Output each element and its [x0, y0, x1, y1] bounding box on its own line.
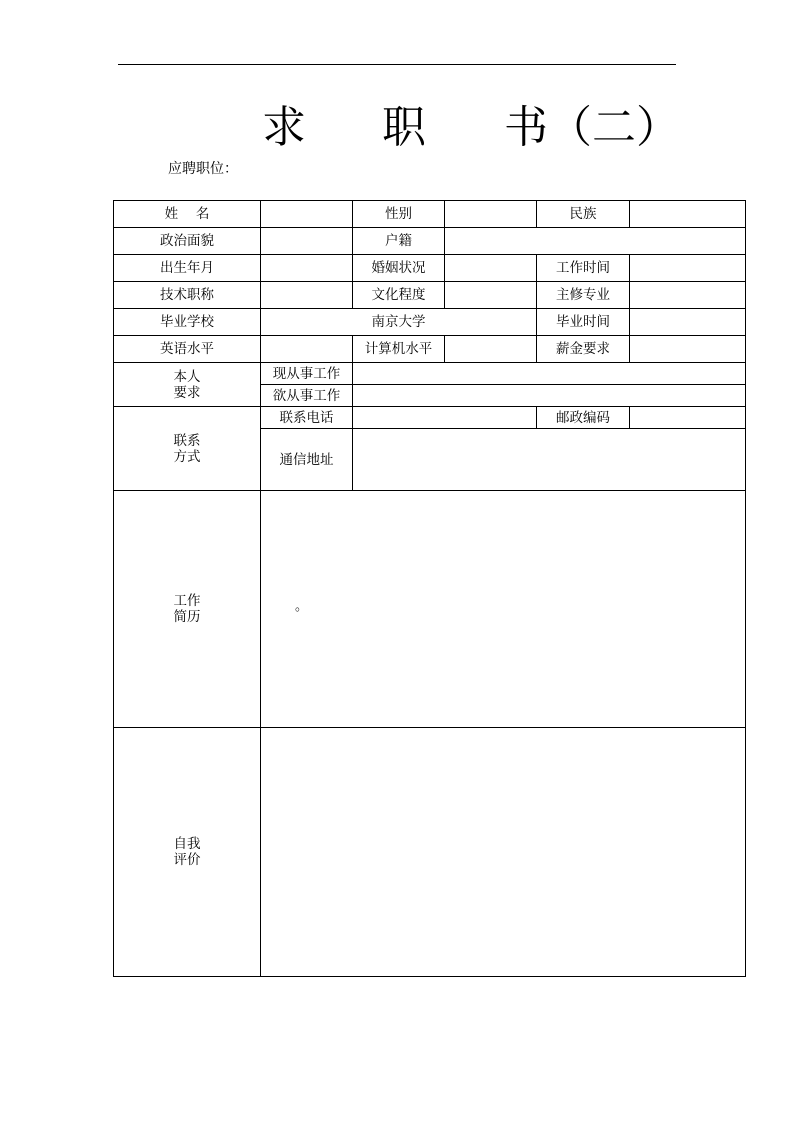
row-self-evaluation [114, 728, 746, 977]
row-english [114, 336, 746, 363]
graduation-time-label: 毕业时间 [537, 309, 630, 336]
hukou-label: 户籍 [353, 228, 445, 255]
self-evaluation-label-line-2: 评价 [173, 852, 201, 868]
self-evaluation-label [114, 728, 261, 977]
political-status-label: 政治面貌 [114, 228, 261, 255]
hukou-field[interactable] [445, 228, 746, 255]
self-requirement-label [114, 363, 261, 407]
english-level-field[interactable] [261, 336, 353, 363]
row-name [114, 201, 746, 228]
name-field[interactable] [261, 201, 353, 228]
contact-method-label [114, 407, 261, 491]
english-level-label: 英语水平 [114, 336, 261, 363]
birth-date-field[interactable] [261, 255, 353, 282]
current-job-field[interactable] [353, 363, 746, 385]
education-level-label: 文化程度 [353, 282, 445, 309]
technical-title-field[interactable] [261, 282, 353, 309]
title-char-3: 书（二） [504, 102, 680, 153]
salary-requirement-field[interactable] [630, 336, 746, 363]
desired-job-label: 欲从事工作 [261, 385, 353, 407]
marital-status-label: 婚姻状况 [353, 255, 445, 282]
work-history-label-line-1: 工作 [173, 593, 201, 609]
self-evaluation-field[interactable] [261, 728, 746, 977]
ethnicity-label: 民族 [537, 201, 630, 228]
row-political [114, 228, 746, 255]
work-history-label-line-2: 简历 [173, 609, 201, 625]
row-phone [114, 407, 746, 429]
title-char-2: 职 [382, 102, 426, 153]
top-rule [118, 64, 676, 65]
gender-label: 性别 [353, 201, 445, 228]
self-evaluation-label-line-1: 自我 [173, 836, 201, 852]
postcode-label: 邮政编码 [537, 407, 630, 429]
work-history-label [114, 491, 261, 728]
political-status-field[interactable] [261, 228, 353, 255]
gender-field[interactable] [445, 201, 537, 228]
technical-title-label: 技术职称 [114, 282, 261, 309]
self-requirement-label-line-1: 本人 [173, 368, 201, 385]
contact-method-label-line-2: 方式 [173, 448, 201, 465]
address-label: 通信地址 [261, 429, 353, 491]
computer-level-label: 计算机水平 [353, 336, 445, 363]
contact-method-label-line-1: 联系 [173, 432, 201, 449]
row-birth [114, 255, 746, 282]
postcode-field[interactable] [630, 407, 746, 429]
row-work-history [114, 491, 746, 728]
work-time-field[interactable] [630, 255, 746, 282]
work-time-label: 工作时间 [537, 255, 630, 282]
address-field[interactable] [353, 429, 746, 491]
row-school [114, 309, 746, 336]
row-current-job [114, 363, 746, 385]
title-char-1: 求 [262, 102, 306, 153]
current-job-label: 现从事工作 [261, 363, 353, 385]
page-title [262, 100, 680, 156]
major-label: 主修专业 [537, 282, 630, 309]
education-level-field[interactable] [445, 282, 537, 309]
phone-field[interactable] [353, 407, 537, 429]
phone-label: 联系电话 [261, 407, 353, 429]
computer-level-field[interactable] [445, 336, 537, 363]
position-applied-label: 应聘职位： [168, 161, 238, 177]
ethnicity-field[interactable] [630, 201, 746, 228]
birth-date-label: 出生年月 [114, 255, 261, 282]
work-history-mark: 。 [295, 599, 309, 614]
application-form-table [113, 200, 746, 977]
self-requirement-label-line-2: 要求 [173, 384, 201, 401]
graduation-time-field[interactable] [630, 309, 746, 336]
graduate-school-value[interactable]: 南京大学 [261, 309, 537, 336]
salary-requirement-label: 薪金要求 [537, 336, 630, 363]
work-history-field[interactable] [261, 491, 746, 728]
graduate-school-label: 毕业学校 [114, 309, 261, 336]
row-title [114, 282, 746, 309]
marital-status-field[interactable] [445, 255, 537, 282]
name-label: 姓 名 [114, 201, 261, 228]
desired-job-field[interactable] [353, 385, 746, 407]
major-field[interactable] [630, 282, 746, 309]
